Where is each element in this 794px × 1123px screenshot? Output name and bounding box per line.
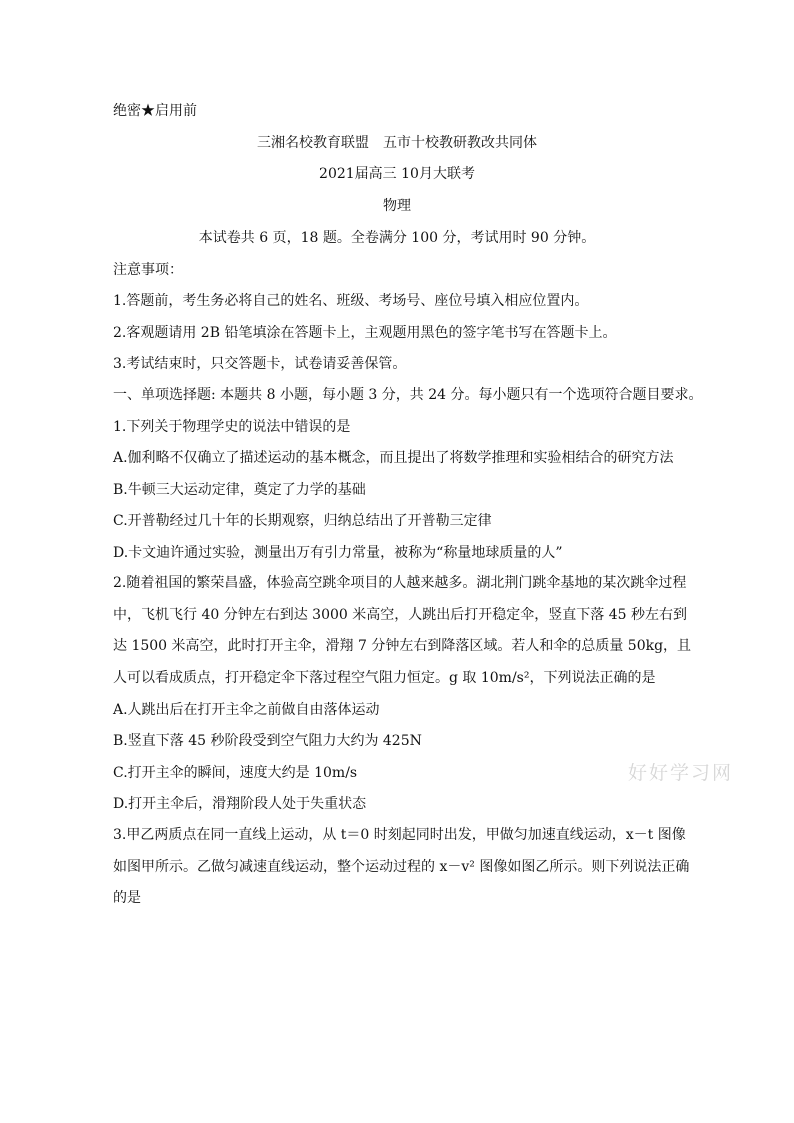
secret-label: 绝密★启用前	[113, 103, 197, 119]
question-1-option-a: A.伽利略不仅确立了描述运动的基本概念，而且提出了将数学推理和实验相结合的研究方法	[113, 450, 674, 466]
question-2-option-a: A.人跳出后在打开主伞之前做自由落体运动	[113, 702, 380, 718]
note-item: 1.答题前，考生务必将自己的姓名、班级、考场号、座位号填入相应位置内。	[113, 293, 589, 309]
question-2-option-c: C.打开主伞的瞬间，速度大约是 10m/s	[113, 765, 358, 781]
question-1-option-c: C.开普勒经过几十年的长期观察，归纳总结出了开普勒三定律	[113, 513, 492, 529]
organizer-title: 三湘名校教育联盟 五市十校教研教改共同体	[257, 135, 537, 151]
exam-info: 本试卷共 6 页，18 题。全卷满分 100 分，考试用时 90 分钟。	[198, 230, 596, 246]
notes-title: 注意事项：	[113, 262, 183, 278]
question-2-stem: 2.随着祖国的繁荣昌盛，体验高空跳伞项目的人越来越多。湖北荆门跳伞基地的某次跳伞过程中，飞机飞行 40 分钟左右到达 3000 米高空，人跳出后打开稳定伞，竖直下落 45 秒左右到达 1500 米高空，此时打开主伞，滑翔 7 分钟左右到降落区域。若人和伞的总质量 50kg，且人可以看成质点，打开稳定伞下落过程空气阻力恒定。g 取 10m/s²，下列说法正确的是	[113, 575, 692, 686]
note-item: 3.考试结束时，只交答题卡，试卷请妥善保管。	[113, 356, 407, 372]
watermark: 好好学习网	[628, 762, 734, 784]
question-1-stem: 1.下列关于物理学史的说法中错误的是	[113, 419, 351, 435]
exam-title: 2021届高三 10月大联考	[319, 166, 475, 182]
question-1-option-d: D.卡文迪许通过实验，测量出万有引力常量，被称为“称量地球质量的人”	[113, 545, 563, 561]
note-item: 2.客观题请用 2B 铅笔填涂在答题卡上，主观题用黑色的签字笔书写在答题卡上。	[113, 325, 617, 341]
question-1-option-b: B.牛顿三大运动定律，奠定了力学的基础	[113, 482, 366, 498]
question-2-option-b: B.竖直下落 45 秒阶段受到空气阻力大约为 425N	[113, 733, 422, 749]
question-2-option-d: D.打开主伞后，滑翔阶段人处于失重状态	[113, 796, 367, 812]
section-heading: 一、单项选择题: 本题共 8 小题，每小题 3 分，共 24 分。每小题只有一个选项符合题目要求。	[113, 387, 703, 403]
subject-title: 物理	[383, 198, 411, 214]
question-3-stem: 3.甲乙两质点在同一直线上运动，从 t＝0 时刻起同时出发，甲做匀加速直线运动，x－t 图像如图甲所示。乙做匀减速直线运动，整个运动过程的 x－v² 图像如图乙所示。则下列说法正确的是	[113, 827, 690, 906]
